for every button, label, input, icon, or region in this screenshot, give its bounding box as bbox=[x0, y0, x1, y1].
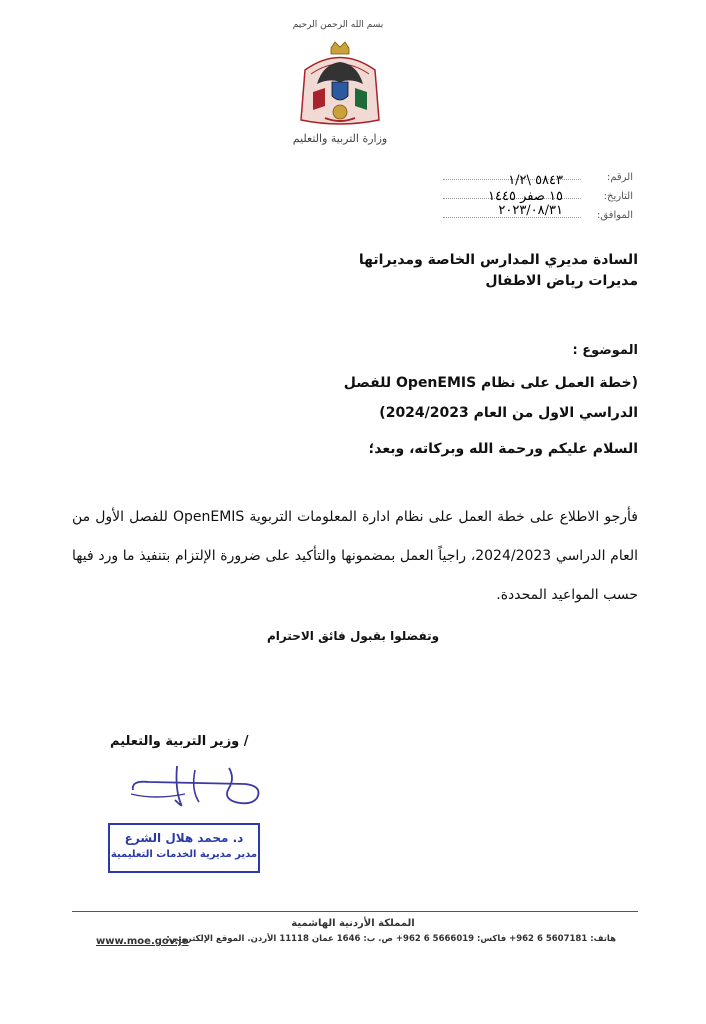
closing-line: وتفضلوا بقبول فائق الاحترام bbox=[266, 629, 440, 643]
reference-corresponding-label: الموافق: bbox=[596, 210, 633, 221]
address-line-2: مديرات رياض الاطفال bbox=[485, 273, 638, 289]
ministry-name: وزارة التربية والتعليم bbox=[292, 132, 388, 145]
handwritten-signature bbox=[125, 760, 275, 810]
subject-line-2: الدراسي الاول من العام 2024/2023) bbox=[379, 405, 638, 421]
subject-line-1: (خطة العمل على نظام OpenEMIS للفصل bbox=[343, 375, 638, 391]
footer-website-link[interactable]: www.moe.gov.jo bbox=[96, 936, 189, 947]
footer-divider bbox=[72, 911, 638, 912]
footer-kingdom: المملكة الأردنية الهاشمية bbox=[291, 918, 415, 929]
coat-of-arms-icon bbox=[295, 40, 385, 130]
reference-corresponding-field bbox=[443, 203, 581, 218]
greeting: السلام عليكم ورحمة الله وبركاته، وبعد؛ bbox=[368, 441, 638, 457]
reference-number-label: الرقم: bbox=[606, 172, 633, 183]
reference-date-value: ٥٨٤٣ \١/٢ bbox=[508, 173, 563, 188]
reference-date-field bbox=[443, 173, 581, 204]
address-block bbox=[218, 250, 638, 292]
stamp-position: مدير مديرية الخدمات التعليمية bbox=[110, 849, 258, 860]
body-paragraph: فأرجو الاطلاع على خطة العمل على نظام ادارة المعلومات التربوية OpenEMIS للفصل الأول من العام الدراسي 2024/2023، راجياً العمل بمضمونها والتأكيد على ضرورة الإلتزام بتنفيذ ما ورد فيها حسب المواعيد المحددة. bbox=[72, 509, 638, 603]
address-line-1: السادة مديري المدارس الخاصة ومديراتها bbox=[358, 252, 638, 268]
basmala: بسم الله الرحمن الرحيم bbox=[292, 20, 384, 30]
reference-corresponding-row bbox=[443, 203, 633, 225]
official-stamp bbox=[108, 823, 260, 873]
footer-contact-text: هاتف: 5607181 6 962+ فاكس: 5666019 6 962+ ص. ب: 1646 عمان 11118 الأردن. الموقع الإلكتروني: bbox=[166, 934, 616, 944]
stamp-name: د. محمد هلال الشرع bbox=[124, 831, 244, 845]
letterhead bbox=[270, 20, 410, 160]
reference-block bbox=[443, 168, 633, 225]
subject-label: الموضوع : bbox=[572, 343, 638, 358]
signatory-title: / وزير التربية والتعليم bbox=[110, 734, 249, 749]
gregorian-date-value: ٢٠٢٣/٠٨/٣١ bbox=[498, 203, 563, 218]
subject-text bbox=[218, 368, 638, 428]
hijri-date-value: ١٥ صفر ١٤٤٥ bbox=[488, 189, 563, 204]
reference-date-label: التاريخ: bbox=[603, 191, 633, 202]
